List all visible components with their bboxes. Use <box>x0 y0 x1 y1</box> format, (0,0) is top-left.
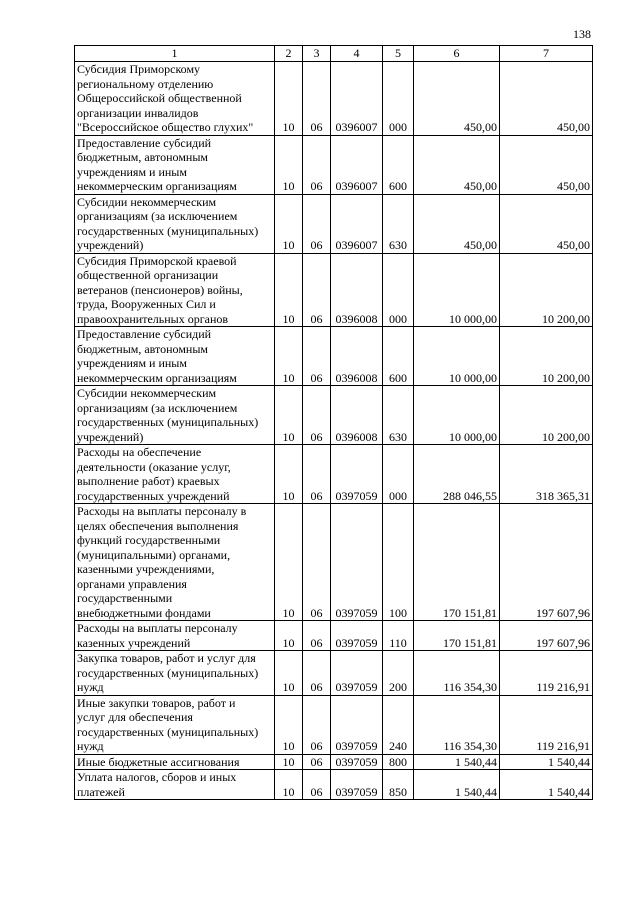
amount-year1-cell: 1 540,44 <box>414 754 500 770</box>
subsection-code-cell: 06 <box>303 770 331 800</box>
item-name-cell: Расходы на выплаты персоналу в целях обеспечения выполнения функций государственными (муниципальными) органами, казенными учреждениями, органами управления государственными внебюджетными фондами <box>75 504 275 621</box>
target-article-cell: 0396008 <box>331 253 383 327</box>
amount-year2-cell: 10 200,00 <box>500 386 593 445</box>
amount-year1-cell: 10 000,00 <box>414 386 500 445</box>
section-code-cell: 10 <box>275 327 303 386</box>
amount-year1-cell: 116 354,30 <box>414 695 500 754</box>
column-header: 6 <box>414 46 500 62</box>
target-article-cell: 0396007 <box>331 194 383 253</box>
expense-type-cell: 600 <box>383 327 414 386</box>
amount-year1-cell: 450,00 <box>414 135 500 194</box>
section-code-cell: 10 <box>275 695 303 754</box>
amount-year2-cell: 119 216,91 <box>500 695 593 754</box>
table-row <box>75 253 593 327</box>
amount-year2-cell: 318 365,31 <box>500 445 593 504</box>
amount-year1-cell: 10 000,00 <box>414 253 500 327</box>
expense-type-cell: 200 <box>383 651 414 696</box>
target-article-cell: 0396007 <box>331 135 383 194</box>
amount-year1-cell: 450,00 <box>414 62 500 136</box>
table-body <box>75 62 593 800</box>
table-row <box>75 754 593 770</box>
section-code-cell: 10 <box>275 135 303 194</box>
amount-year1-cell: 116 354,30 <box>414 651 500 696</box>
expense-type-cell: 000 <box>383 62 414 136</box>
item-name-cell: Субсидии некоммерческим организациям (за исключением государственных (муниципальных) учреждений) <box>75 386 275 445</box>
target-article-cell: 0396008 <box>331 327 383 386</box>
table-row <box>75 621 593 651</box>
amount-year2-cell: 1 540,44 <box>500 770 593 800</box>
table-row <box>75 62 593 136</box>
item-name-cell: Предоставление субсидий бюджетным, автономным учреждениям и иным некоммерческим организациям <box>75 135 275 194</box>
amount-year1-cell: 10 000,00 <box>414 327 500 386</box>
subsection-code-cell: 06 <box>303 194 331 253</box>
amount-year1-cell: 1 540,44 <box>414 770 500 800</box>
target-article-cell: 0397059 <box>331 770 383 800</box>
column-header: 3 <box>303 46 331 62</box>
subsection-code-cell: 06 <box>303 621 331 651</box>
amount-year2-cell: 10 200,00 <box>500 327 593 386</box>
section-code-cell: 10 <box>275 253 303 327</box>
amount-year2-cell: 450,00 <box>500 62 593 136</box>
budget-table <box>74 45 593 800</box>
table-row <box>75 504 593 621</box>
amount-year1-cell: 170 151,81 <box>414 504 500 621</box>
item-name-cell: Субсидия Приморской краевой общественной организации ветеранов (пенсионеров) войны, труда, Вооруженных Сил и правоохранительных органов <box>75 253 275 327</box>
subsection-code-cell: 06 <box>303 504 331 621</box>
table-row <box>75 327 593 386</box>
item-name-cell: Уплата налогов, сборов и иных платежей <box>75 770 275 800</box>
amount-year1-cell: 170 151,81 <box>414 621 500 651</box>
item-name-cell: Расходы на выплаты персоналу казенных учреждений <box>75 621 275 651</box>
section-code-cell: 10 <box>275 445 303 504</box>
target-article-cell: 0397059 <box>331 445 383 504</box>
amount-year1-cell: 288 046,55 <box>414 445 500 504</box>
table-row <box>75 651 593 696</box>
amount-year2-cell: 10 200,00 <box>500 253 593 327</box>
item-name-cell: Иные бюджетные ассигнования <box>75 754 275 770</box>
section-code-cell: 10 <box>275 651 303 696</box>
table-row <box>75 194 593 253</box>
section-code-cell: 10 <box>275 504 303 621</box>
expense-type-cell: 110 <box>383 621 414 651</box>
table-row <box>75 445 593 504</box>
section-code-cell: 10 <box>275 194 303 253</box>
target-article-cell: 0396008 <box>331 386 383 445</box>
item-name-cell: Предоставление субсидий бюджетным, автономным учреждениям и иным некоммерческим организациям <box>75 327 275 386</box>
section-code-cell: 10 <box>275 754 303 770</box>
target-article-cell: 0397059 <box>331 651 383 696</box>
expense-type-cell: 630 <box>383 194 414 253</box>
table-row <box>75 695 593 754</box>
subsection-code-cell: 06 <box>303 754 331 770</box>
subsection-code-cell: 06 <box>303 253 331 327</box>
expense-type-cell: 000 <box>383 445 414 504</box>
target-article-cell: 0397059 <box>331 621 383 651</box>
item-name-cell: Расходы на обеспечение деятельности (оказание услуг, выполнение работ) краевых государственных учреждений <box>75 445 275 504</box>
section-code-cell: 10 <box>275 621 303 651</box>
expense-type-cell: 800 <box>383 754 414 770</box>
column-header: 1 <box>75 46 275 62</box>
subsection-code-cell: 06 <box>303 695 331 754</box>
subsection-code-cell: 06 <box>303 135 331 194</box>
subsection-code-cell: 06 <box>303 651 331 696</box>
amount-year2-cell: 197 607,96 <box>500 621 593 651</box>
section-code-cell: 10 <box>275 386 303 445</box>
column-header: 4 <box>331 46 383 62</box>
expense-type-cell: 000 <box>383 253 414 327</box>
target-article-cell: 0396007 <box>331 62 383 136</box>
section-code-cell: 10 <box>275 62 303 136</box>
subsection-code-cell: 06 <box>303 445 331 504</box>
section-code-cell: 10 <box>275 770 303 800</box>
expense-type-cell: 100 <box>383 504 414 621</box>
amount-year1-cell: 450,00 <box>414 194 500 253</box>
table-row <box>75 770 593 800</box>
target-article-cell: 0397059 <box>331 754 383 770</box>
target-article-cell: 0397059 <box>331 695 383 754</box>
expense-type-cell: 630 <box>383 386 414 445</box>
expense-type-cell: 600 <box>383 135 414 194</box>
item-name-cell: Иные закупки товаров, работ и услуг для обеспечения государственных (муниципальных) нужд <box>75 695 275 754</box>
amount-year2-cell: 1 540,44 <box>500 754 593 770</box>
amount-year2-cell: 119 216,91 <box>500 651 593 696</box>
expense-type-cell: 850 <box>383 770 414 800</box>
column-header: 7 <box>500 46 593 62</box>
amount-year2-cell: 450,00 <box>500 194 593 253</box>
item-name-cell: Субсидии некоммерческим организациям (за исключением государственных (муниципальных) учреждений) <box>75 194 275 253</box>
item-name-cell: Субсидия Приморскому региональному отделению Общероссийской общественной организации инвалидов "Всероссийское общество глухих" <box>75 62 275 136</box>
column-header: 2 <box>275 46 303 62</box>
subsection-code-cell: 06 <box>303 62 331 136</box>
amount-year2-cell: 197 607,96 <box>500 504 593 621</box>
page-number: 138 <box>573 27 591 41</box>
amount-year2-cell: 450,00 <box>500 135 593 194</box>
item-name-cell: Закупка товаров, работ и услуг для государственных (муниципальных) нужд <box>75 651 275 696</box>
column-header: 5 <box>383 46 414 62</box>
table-row <box>75 135 593 194</box>
subsection-code-cell: 06 <box>303 327 331 386</box>
target-article-cell: 0397059 <box>331 504 383 621</box>
table-row <box>75 386 593 445</box>
expense-type-cell: 240 <box>383 695 414 754</box>
subsection-code-cell: 06 <box>303 386 331 445</box>
table-header-row <box>75 46 593 62</box>
